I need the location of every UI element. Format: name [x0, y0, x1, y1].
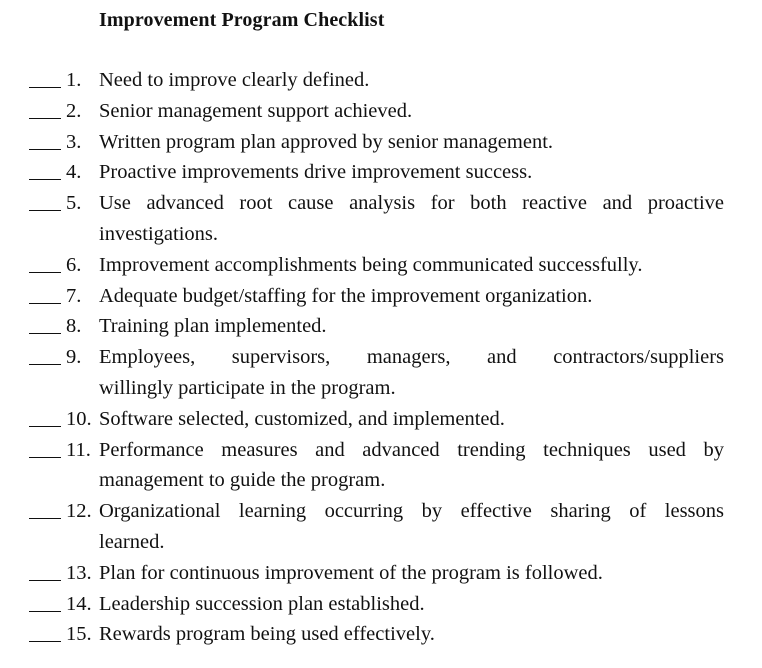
item-number: 4. [66, 161, 82, 184]
item-text: Software selected, customized, and implemented. [99, 407, 505, 430]
checklist-title: Improvement Program Checklist [99, 9, 385, 31]
item-text: Use advanced root cause analysis for both reactive and proactive [99, 192, 724, 215]
item-text: Adequate budget/staffing for the improvement organization. [99, 284, 593, 307]
checkbox-blank-line[interactable] [29, 580, 61, 581]
item-text: Need to improve clearly defined. [99, 69, 370, 91]
item-number: 13. [66, 561, 92, 584]
checklist-item [0, 188, 762, 250]
item-text: Written program plan approved by senior management. [99, 130, 554, 153]
checklist-item [0, 281, 762, 312]
checkbox-blank-line[interactable] [29, 641, 61, 642]
item-text: Improvement accomplishments being communicated successfully. [99, 253, 643, 276]
item-number: 2. [66, 99, 82, 122]
item-text: Performance measures and advanced trending techniques used by [99, 438, 724, 461]
item-number: 9. [66, 346, 82, 369]
checklist-item [0, 435, 762, 497]
checklist-item [0, 157, 762, 188]
checkbox-blank-line[interactable] [29, 518, 61, 519]
item-text: Organizational learning occurring by effective sharing of lessons [99, 500, 724, 523]
checklist [0, 65, 762, 650]
checkbox-blank-line[interactable] [29, 333, 61, 334]
checkbox-blank-line[interactable] [29, 364, 61, 365]
item-text-continuation: willingly participate in the program. [99, 376, 396, 399]
item-number: 11. [66, 438, 91, 461]
item-number: 8. [66, 315, 82, 338]
item-text: Senior management support achieved. [99, 99, 413, 122]
checkbox-blank-line[interactable] [29, 611, 61, 612]
item-number: 1. [66, 69, 82, 91]
item-text: Employees, supervisors, managers, and contractors/suppliers [99, 346, 724, 369]
checkbox-blank-line[interactable] [29, 426, 61, 427]
item-text: Proactive improvements drive improvement success. [99, 161, 533, 184]
item-text: Plan for continuous improvement of the program is followed. [99, 561, 603, 584]
checklist-item [0, 311, 762, 342]
item-text-continuation: management to guide the program. [99, 469, 386, 492]
item-text-continuation: learned. [99, 530, 165, 553]
checkbox-blank-line[interactable] [29, 210, 61, 211]
item-number: 3. [66, 130, 82, 153]
checklist-item [0, 589, 762, 620]
item-number: 7. [66, 284, 82, 307]
item-number: 12. [66, 500, 92, 523]
item-text-continuation: investigations. [99, 222, 219, 245]
item-number: 6. [66, 253, 82, 276]
item-text: Leadership succession plan established. [99, 592, 425, 615]
checkbox-blank-line[interactable] [29, 272, 61, 273]
checklist-item [0, 558, 762, 589]
checklist-item [0, 96, 762, 127]
checklist-item [0, 404, 762, 435]
checkbox-blank-line[interactable] [29, 149, 61, 150]
checklist-item [0, 127, 762, 158]
item-text: Rewards program being used effectively. [99, 623, 435, 646]
checkbox-blank-line[interactable] [29, 179, 61, 180]
checklist-item [0, 619, 762, 650]
item-number: 15. [66, 623, 92, 646]
checklist-item [0, 250, 762, 281]
checkbox-blank-line[interactable] [29, 87, 61, 88]
checkbox-blank-line[interactable] [29, 118, 61, 119]
item-number: 5. [66, 192, 82, 215]
checkbox-blank-line[interactable] [29, 457, 61, 458]
checklist-item [0, 496, 762, 558]
item-number: 14. [66, 592, 92, 615]
item-number: 10. [66, 407, 92, 430]
checklist-item [0, 342, 762, 404]
checklist-item [0, 65, 762, 96]
item-text: Training plan implemented. [99, 315, 327, 338]
checkbox-blank-line[interactable] [29, 303, 61, 304]
